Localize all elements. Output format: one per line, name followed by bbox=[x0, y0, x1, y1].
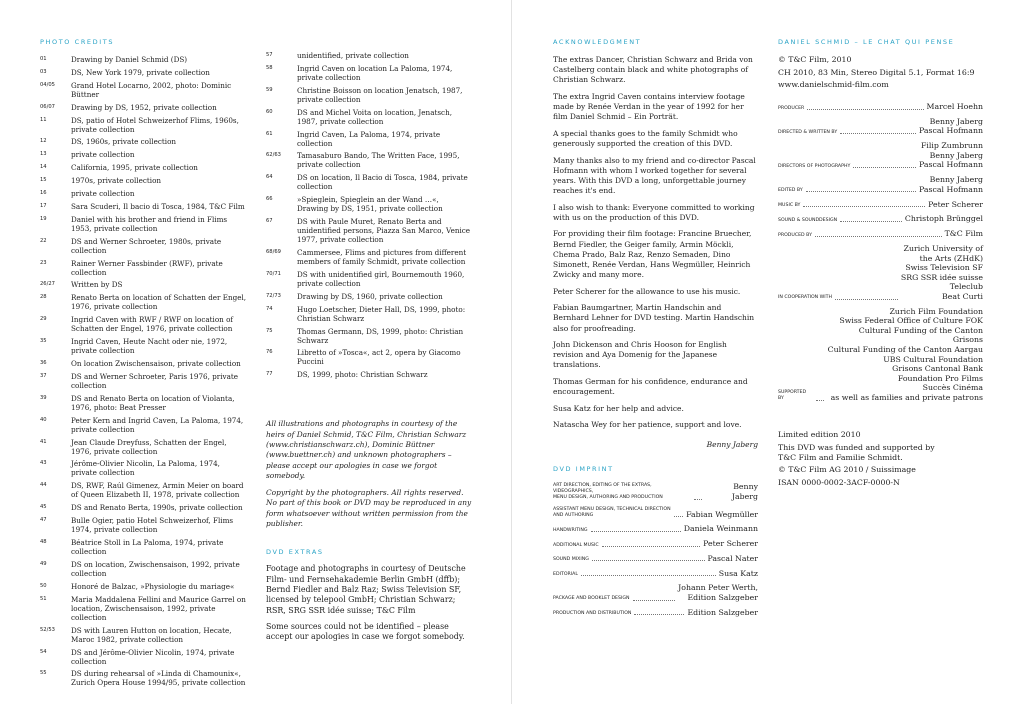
credit-name: Benny Jaberg bbox=[731, 482, 758, 501]
credit-text: DS and Michel Voita on location, Jenatsch, 1987, private collection bbox=[297, 107, 452, 126]
credit-row bbox=[40, 55, 248, 64]
credit-text: DS, New York 1979, private collection bbox=[71, 67, 210, 77]
credit-text: Cammersee, Flims and pictures from different members of family Schmidt, private collection bbox=[297, 248, 467, 267]
credit-line bbox=[553, 507, 758, 519]
page-number: 49 bbox=[40, 560, 47, 567]
acknowledgment-paragraph: Fabian Baumgartner, Martin Handschin and Bernhard Lehner for DVD testing. Martin Handschin also for proofreading. bbox=[553, 303, 755, 333]
page-number: 62/63 bbox=[266, 152, 281, 159]
dvd-extras-heading: DVD EXTRAS bbox=[266, 548, 324, 557]
dvd-imprint-list bbox=[553, 482, 758, 617]
credit-line bbox=[778, 307, 983, 403]
credit-name: Benny Jaberg Pascal Hofmann bbox=[919, 116, 983, 136]
credit-text: private collection bbox=[71, 150, 135, 160]
credit-line bbox=[778, 117, 983, 136]
dot-leader bbox=[674, 516, 684, 517]
credit-row bbox=[40, 481, 248, 499]
dot-leader bbox=[835, 299, 898, 300]
credit-row bbox=[40, 150, 248, 159]
page-number: 68/69 bbox=[266, 249, 281, 256]
credit-name: Zurich Film Foundation Swiss Federal Office of Culture FOK Cultural Funding of the Canton Grisons Cultural Funding of the Canton Aargau UBS Cultural Foundation Grisons Cantonal Bank Foundation Pro Films Succès Cinéma as well as families and private patrons bbox=[827, 306, 983, 403]
credit-name: Filip Zumbrunn Benny Jaberg Pascal Hofmann bbox=[919, 141, 983, 170]
dot-leader bbox=[592, 560, 705, 561]
credit-row bbox=[40, 116, 248, 134]
credit-row bbox=[40, 189, 248, 198]
credit-line bbox=[778, 141, 983, 170]
page-number: 23 bbox=[40, 259, 47, 266]
credit-row bbox=[40, 538, 248, 556]
credit-text: 1970s, private collection bbox=[71, 176, 162, 186]
credit-row bbox=[40, 582, 248, 591]
credit-line bbox=[553, 569, 758, 579]
page-number: 50 bbox=[40, 582, 47, 589]
edition-info bbox=[778, 430, 983, 489]
page-number: 66 bbox=[266, 196, 273, 203]
credit-row bbox=[266, 327, 472, 345]
credit-text: On location Zwischensaison, private collection bbox=[71, 359, 241, 369]
credit-role: ART DIRECTION, EDITING OF THE EXTRAS, VIDEOGRAPHICS, MENU DESIGN, AUTHORING AND PRODUCTION bbox=[553, 482, 663, 501]
credit-text: Renato Berta on location of Schatten der Engel, 1976, private collection bbox=[71, 293, 247, 312]
credit-row bbox=[40, 669, 248, 687]
credit-row bbox=[40, 503, 248, 512]
illustrations-courtesy-note: All illustrations and photographs in courtesy of the heirs of Daniel Schmid, T&C Film, Christian Schwarz (www.christianschwarz.ch), Dominic Büttner (www.buettner.ch) and unknown photographers – please accept our apologies in case we forgot somebody. bbox=[266, 419, 467, 481]
page-number: 75 bbox=[266, 327, 273, 334]
credit-name: Daniela Weinmann bbox=[683, 524, 758, 534]
page-number: 64 bbox=[266, 174, 273, 181]
page-number: 43 bbox=[40, 460, 47, 467]
credit-text: Hugo Loetscher, Dieter Hall, DS, 1999, photo: Christian Schwarz bbox=[297, 304, 466, 323]
credit-role: HANDWRITING bbox=[553, 527, 588, 533]
film-info bbox=[778, 55, 983, 91]
edition-line: © T&C Film AG 2010 / Suissimage bbox=[778, 465, 916, 475]
page-number: 72/73 bbox=[266, 292, 281, 299]
credit-row bbox=[266, 64, 472, 82]
credit-line bbox=[553, 608, 758, 618]
photo-credits-list-2 bbox=[266, 51, 472, 379]
credit-line bbox=[778, 102, 983, 112]
credit-text: DS and Werner Schroeter, 1980s, private collection bbox=[71, 236, 222, 255]
credit-row bbox=[40, 459, 248, 477]
page-number: 26/27 bbox=[40, 281, 55, 288]
credit-row bbox=[40, 359, 248, 368]
credit-name: Pascal Nater bbox=[707, 553, 758, 563]
credit-text: Béatrice Stoll in La Paloma, 1974, private collection bbox=[71, 538, 224, 557]
credit-role: SOUND MIXING bbox=[553, 557, 589, 563]
credit-text: Ingrid Caven on location La Paloma, 1974, private collection bbox=[297, 63, 453, 82]
dot-leader bbox=[806, 191, 916, 192]
acknowledgment-paragraph: Thomas German for his confidence, endurance and encouragement. bbox=[553, 376, 748, 397]
credit-line bbox=[553, 524, 758, 534]
credit-row bbox=[266, 292, 472, 301]
page-number: 15 bbox=[40, 177, 47, 184]
edition-line: ISAN 0000-0002-3ACF-0000-N bbox=[778, 478, 900, 488]
film-info-line: © T&C Film, 2010 bbox=[778, 55, 852, 64]
page-number: 01 bbox=[40, 56, 47, 62]
credit-line bbox=[778, 214, 983, 224]
credit-text: Thomas Germann, DS, 1999, photo: Christian Schwarz bbox=[297, 326, 464, 345]
credit-row bbox=[40, 81, 248, 99]
credit-row bbox=[40, 163, 248, 172]
credit-text: DS, RWF, Raúl Gimenez, Armin Meier on board of Queen Elizabeth II, 1978, private collection bbox=[71, 481, 244, 500]
dvd-extras-footage-text: Footage and photographs in courtesy of Deutsche Film- und Fernsehakademie Berlin GmbH (dffb); Bernd Fiedler and Balz Raz; Swiss Television SF, licensed by telepool GmbH; Christian Schwarz; RSR, SRG SSR idée suisse; T&C Film bbox=[266, 564, 466, 615]
credit-row bbox=[40, 202, 248, 211]
credit-text: Drawing by DS, 1952, private collection bbox=[71, 102, 217, 112]
credit-line bbox=[553, 583, 758, 602]
credit-text: unidentified, private collection bbox=[297, 51, 409, 60]
credit-name: Christoph Brünggel bbox=[904, 214, 983, 224]
dot-leader bbox=[633, 600, 676, 601]
page-number: 41 bbox=[40, 438, 47, 445]
credit-text: DS, 1999, photo: Christian Schwarz bbox=[297, 370, 428, 380]
page-number: 44 bbox=[40, 482, 47, 489]
photo-credits-column-1 bbox=[40, 0, 248, 691]
credit-role: PRODUCTION AND DISTRIBUTION bbox=[553, 611, 632, 617]
page-number: 14 bbox=[40, 164, 47, 171]
credit-text: DS on location, Il Bacio di Tosca, 1984, private collection bbox=[297, 173, 468, 192]
acknowledgment-paragraph: Peter Scherer for the allowance to use his music. bbox=[553, 286, 741, 296]
credit-name: Peter Scherer bbox=[928, 199, 983, 209]
acknowledgment-paragraph: For providing their film footage: Francine Bruecher, Bernd Fiedler, the Geiger family, Armin Möckli, Chema Prado, Balz Raz, Renzo Semaden, Dino Simonett, Renée Verdan, Hans Wegmüller, Heinrich Zwicky and many more. bbox=[553, 229, 752, 280]
page-number: 67 bbox=[266, 218, 273, 225]
credit-row bbox=[40, 560, 248, 578]
dot-leader bbox=[807, 109, 923, 110]
credit-row bbox=[40, 595, 248, 622]
credit-text: Jérôme-Olivier Nicolin, La Paloma, 1974, private collection bbox=[71, 459, 220, 478]
page-number: 76 bbox=[266, 349, 273, 356]
credit-text: DS on location, Zwischensaison, 1992, private collection bbox=[71, 559, 240, 578]
credit-name: Susa Katz bbox=[718, 568, 758, 578]
dvd-imprint-heading: DVD IMPRINT bbox=[553, 465, 614, 474]
credit-line bbox=[778, 244, 983, 302]
photo-credits-column-2 bbox=[266, 0, 472, 649]
photo-credits-heading: PHOTO CREDITS bbox=[40, 38, 115, 46]
credit-role: IN COOPERATION WITH bbox=[778, 295, 833, 301]
page-number: 37 bbox=[40, 372, 47, 379]
acknowledgment-column bbox=[553, 0, 758, 623]
credit-name: Fabian Wegmüller bbox=[686, 509, 758, 519]
credit-name: Johann Peter Werth, Edition Salzgeber bbox=[678, 583, 758, 603]
film-info-line: www.danielschmid-film.com bbox=[778, 80, 889, 90]
page-number: 16 bbox=[40, 190, 47, 197]
acknowledgment-paragraph: A special thanks goes to the family Schmidt who generously supported the creation of this DVD. bbox=[553, 128, 738, 149]
credit-role: DIRECTED & WRITTEN BY bbox=[778, 129, 838, 135]
credit-role: EDITORIAL bbox=[553, 572, 578, 578]
credit-row bbox=[40, 394, 248, 412]
credit-row bbox=[40, 372, 248, 390]
credit-text: Ingrid Caven, La Paloma, 1974, private collection bbox=[297, 129, 441, 148]
page-number: 04/05 bbox=[40, 81, 55, 88]
acknowledgment-paragraph: The extra Ingrid Caven contains interview footage made by Renée Verdan in the year of 1992 for her film Daniel Schmid – Ein Porträt. bbox=[553, 91, 745, 122]
credit-text: Libretto of »Tosca«, act 2, opera by Giacomo Puccini bbox=[297, 348, 461, 367]
page-number: 17 bbox=[40, 202, 47, 209]
credit-role: DIRECTORS OF PHOTOGRAPHY bbox=[778, 163, 851, 169]
dot-leader bbox=[634, 614, 684, 615]
credit-text: DS, patio of Hotel Schweizerhof Flims, 1960s, private collection bbox=[71, 115, 239, 134]
film-title-heading: DANIEL SCHMID – LE CHAT QUI PENSE bbox=[778, 38, 955, 46]
credit-text: Bulle Ogier, patio Hotel Schweizerhof, Flims 1974, private collection bbox=[71, 516, 234, 535]
credit-row bbox=[40, 215, 248, 233]
film-credits-list bbox=[778, 102, 983, 403]
edition-line: This DVD was funded and supported by T&C Film and Familie Schmidt. bbox=[778, 442, 935, 462]
page-number: 39 bbox=[40, 394, 47, 401]
credit-role: SUPPORTED BY bbox=[778, 390, 807, 402]
page-number: 45 bbox=[40, 504, 47, 511]
credit-row bbox=[266, 217, 472, 244]
credit-row bbox=[40, 438, 248, 456]
film-info-line: CH 2010, 83 Min, Stereo Digital 5.1, Format 16:9 bbox=[778, 67, 975, 77]
page-number: 13 bbox=[40, 151, 47, 158]
page-number: 40 bbox=[40, 416, 47, 423]
credit-text: Tamasaburo Bando, The Written Face, 1995, private collection bbox=[297, 151, 460, 170]
credit-row bbox=[266, 130, 472, 148]
credit-row bbox=[266, 195, 472, 213]
page-number: 58 bbox=[266, 64, 273, 71]
credit-row bbox=[40, 626, 248, 644]
credit-line bbox=[553, 554, 758, 564]
page-number: 61 bbox=[266, 130, 273, 137]
page-number: 48 bbox=[40, 539, 47, 546]
page-number: 59 bbox=[266, 86, 273, 93]
acknowledgment-paragraph: Many thanks also to my friend and co-director Pascal Hofmann with whom I worked together for several years. With this DVD a long, unforgettable journey reaches it's end. bbox=[553, 155, 756, 196]
credit-text: DS with unidentified girl, Bournemouth 1960, private collection bbox=[297, 269, 465, 288]
credit-text: California, 1995, private collection bbox=[71, 163, 198, 173]
credit-text: private collection bbox=[71, 189, 135, 199]
page-number: 52/53 bbox=[40, 626, 55, 633]
credit-name: Benny Jaberg Pascal Hofmann bbox=[919, 175, 983, 194]
credit-role: PRODUCER bbox=[778, 105, 805, 111]
edition-line: Limited edition 2010 bbox=[778, 429, 861, 439]
credit-name: Peter Scherer bbox=[703, 539, 758, 549]
credit-text: DS, 1960s, private collection bbox=[71, 137, 177, 147]
credit-row bbox=[40, 137, 248, 146]
dot-leader bbox=[602, 546, 700, 547]
acknowledgment-paragraph: The extras Dancer, Christian Schwarz and Brida von Castelberg contain black and white photographs of Christian Schwarz. bbox=[553, 55, 753, 85]
credit-name: Zurich University of the Arts (ZHdK) Swiss Television SF SRG SSR idée suisse Teleclub Beat Curti bbox=[900, 243, 983, 301]
acknowledgment-paragraph: I also wish to thank: Everyone committed to working with us on the production of this DVD. bbox=[553, 202, 755, 222]
credit-text: Peter Kern and Ingrid Caven, La Paloma, 1974, private collection bbox=[71, 415, 244, 434]
page-gutter bbox=[511, 0, 512, 704]
credit-row bbox=[266, 86, 472, 104]
credit-row bbox=[40, 416, 248, 434]
credit-text: Honoré de Balzac, »Physiologie du mariage« bbox=[71, 581, 235, 591]
credit-text: DS during rehearsal of »Linda di Chamounix«, Zurich Opera House 1994/95, private collection bbox=[71, 669, 246, 688]
credit-row bbox=[40, 280, 248, 289]
dot-leader bbox=[815, 236, 942, 237]
dot-leader bbox=[803, 206, 925, 207]
credit-role: PRODUCED BY bbox=[778, 232, 812, 238]
page-number: 54 bbox=[40, 648, 47, 655]
credit-text: Written by DS bbox=[71, 280, 123, 290]
dvd-extras-apology-text: Some sources could not be identified – please accept our apologies in case we forgot somebody. bbox=[266, 622, 465, 642]
credit-row bbox=[266, 51, 472, 60]
page-number: 12 bbox=[40, 138, 47, 145]
dot-leader bbox=[581, 575, 716, 576]
credit-row bbox=[40, 315, 248, 333]
credit-name: T&C Film bbox=[944, 229, 983, 239]
credit-line bbox=[778, 200, 983, 210]
credit-row bbox=[266, 270, 472, 288]
page-number: 19 bbox=[40, 215, 47, 222]
credit-text: Drawing by Daniel Schmid (DS) bbox=[71, 55, 188, 64]
credit-text: Daniel with his brother and friend in Flims 1953, private collection bbox=[71, 214, 228, 233]
credit-row bbox=[266, 108, 472, 126]
credit-row bbox=[40, 516, 248, 534]
credit-line bbox=[553, 539, 758, 549]
credit-row bbox=[40, 237, 248, 255]
credit-role: EDITED BY bbox=[778, 188, 803, 194]
credit-row bbox=[40, 293, 248, 311]
credit-line bbox=[553, 482, 758, 501]
page-number: 60 bbox=[266, 108, 273, 115]
credit-row bbox=[266, 151, 472, 169]
credit-row bbox=[40, 648, 248, 666]
credit-text: »Spieglein, Spieglein an der Wand …«, Drawing by DS, 1951, private collection bbox=[297, 195, 443, 214]
dot-leader bbox=[591, 531, 681, 532]
credit-row bbox=[266, 305, 472, 323]
credit-text: Christine Boisson on location Jenatsch, 1987, private collection bbox=[297, 85, 463, 104]
acknowledgment-paragraph: John Dickenson and Chris Hooson for English revision and Aya Domenig for the Japanese translations. bbox=[553, 340, 727, 370]
credit-text: DS with Paule Muret, Renato Berta and unidentified persons, Piazza San Marco, Venice 1977, private collection bbox=[297, 217, 471, 245]
page-number: 74 bbox=[266, 305, 273, 312]
page-number: 77 bbox=[266, 371, 273, 378]
credit-row bbox=[40, 68, 248, 77]
page-number: 36 bbox=[40, 360, 47, 367]
dot-leader bbox=[816, 400, 824, 401]
page-number: 28 bbox=[40, 294, 47, 301]
dot-leader bbox=[840, 221, 902, 222]
acknowledgment-heading: ACKNOWLEDGMENT bbox=[553, 38, 642, 46]
page-number: 22 bbox=[40, 237, 47, 244]
credit-text: Grand Hotel Locarno, 2002, photo: Dominic Büttner bbox=[71, 80, 232, 99]
credit-role: MUSIC BY bbox=[778, 203, 801, 208]
film-credits-column bbox=[778, 0, 983, 491]
credit-row bbox=[266, 248, 472, 266]
page-number: 57 bbox=[266, 52, 273, 58]
credit-line bbox=[778, 175, 983, 194]
credit-row bbox=[266, 370, 472, 379]
page-number: 55 bbox=[40, 670, 47, 677]
page-number: 47 bbox=[40, 517, 47, 524]
acknowledgment-paragraphs bbox=[553, 55, 758, 430]
copyright-note: Copyright by the photographers. All rights reserved. No part of this book or DVD may be reproduced in any form whatsoever without written permission from the publisher. bbox=[266, 487, 472, 528]
credit-role: SOUND & SOUNDDESIGN bbox=[778, 217, 838, 223]
credit-name: Edition Salzgeber bbox=[687, 607, 758, 617]
credit-role: PACKAGE AND BOOKLET DESIGN bbox=[553, 596, 630, 602]
page-number: 51 bbox=[40, 595, 47, 602]
credit-line bbox=[778, 229, 983, 239]
credit-text: Maria Maddalena Fellini and Maurice Garrel on location, Zwischensaison, 1992, private collection bbox=[71, 594, 246, 622]
credit-text: Jean Claude Dreyfuss, Schatten der Engel, 1976, private collection bbox=[71, 437, 227, 456]
dot-leader bbox=[694, 499, 702, 500]
credit-text: DS and Werner Schroeter, Paris 1976, private collection bbox=[71, 371, 239, 390]
credit-row bbox=[40, 259, 248, 277]
acknowledgment-paragraph: Susa Katz for her help and advice. bbox=[553, 403, 684, 413]
credit-text: Rainer Werner Fassbinder (RWF), private collection bbox=[71, 258, 223, 277]
credit-text: Ingrid Caven, Heute Nacht oder nie, 1972, private collection bbox=[71, 337, 228, 356]
page-number: 70/71 bbox=[266, 270, 281, 277]
credit-text: DS with Lauren Hutton on location, Hecate, Maroc 1982, private collection bbox=[71, 625, 232, 644]
credit-row bbox=[40, 337, 248, 355]
credit-text: Ingrid Caven with RWF / RWF on location of Schatten der Engel, 1976, private collection bbox=[71, 315, 234, 334]
credit-row bbox=[266, 173, 472, 191]
page-number: 03 bbox=[40, 68, 47, 75]
page-number: 35 bbox=[40, 338, 47, 345]
credit-name: Marcel Hoehn bbox=[926, 102, 983, 112]
credit-row bbox=[40, 103, 248, 112]
photo-credits-list-1 bbox=[40, 55, 248, 687]
page-number: 06/07 bbox=[40, 103, 55, 110]
credit-text: Drawing by DS, 1960, private collection bbox=[297, 291, 443, 301]
credit-text: DS and Renato Berta on location of Violanta, 1976, photo: Beat Presser bbox=[71, 393, 235, 412]
credit-text: DS and Renato Berta, 1990s, private collection bbox=[71, 503, 243, 513]
acknowledgment-signature: Benny Jaberg bbox=[706, 440, 758, 450]
credit-row bbox=[266, 348, 472, 366]
credit-role: ASSISTANT MENU DESIGN, TECHNICAL DIRECTION AND AUTHORING bbox=[553, 506, 671, 518]
page-number: 11 bbox=[40, 116, 47, 123]
acknowledgment-paragraph: Natascha Wey for her patience, support and love. bbox=[553, 420, 742, 430]
credit-role: ADDITIONAL MUSIC bbox=[553, 542, 599, 548]
page-number: 29 bbox=[40, 316, 47, 323]
credit-text: DS and Jérôme-Olivier Nicolin, 1974, private collection bbox=[71, 647, 235, 666]
dot-leader bbox=[853, 167, 916, 168]
dot-leader bbox=[840, 133, 916, 134]
credit-row bbox=[40, 176, 248, 185]
credit-text: Sara Scuderi, Il bacio di Tosca, 1984, T&C Film bbox=[71, 201, 245, 211]
